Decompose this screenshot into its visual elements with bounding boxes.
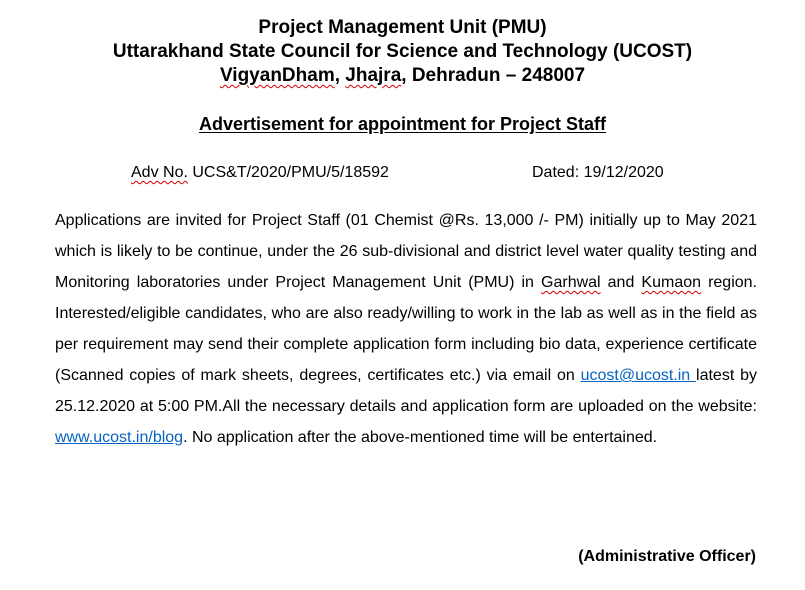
letter-header: [0, 16, 805, 88]
website-link[interactable]: www.ucost.in/blog: [55, 429, 184, 446]
advertisement-date: Dated: 19/12/2020: [532, 164, 664, 181]
header-council-name: Uttarakhand State Council for Science and Technology (UCOST): [112, 41, 693, 62]
adv-no-prefix: Adv No.: [131, 164, 188, 181]
header-address: [0, 64, 805, 88]
signature-administrative-officer: (Administrative Officer): [578, 548, 756, 565]
address-separator: ,: [334, 65, 346, 86]
address-city-pin: , Dehradun – 248007: [401, 65, 586, 86]
body-part-1: Applications are invited for Project Staff (01 Chemist @Rs. 13,000 /- PM) initially up to May 2021 which is likely to be continue, under the 26 sub-divisional and district level water quality testing and Monitoring laboratories under Project Management Unit (PMU) in: [55, 212, 757, 291]
advertisement-body: [55, 205, 757, 453]
body-kumaon: Kumaon: [641, 274, 702, 291]
address-vigyandham: VigyanDham: [219, 65, 335, 86]
advertisement-number: [131, 164, 389, 182]
header-unit-name: Project Management Unit (PMU): [258, 17, 547, 38]
address-jhajra: Jhajra: [345, 65, 402, 86]
advertisement-title: Advertisement for appointment for Project Staff: [198, 114, 607, 134]
adv-no-value: UCS&T/2020/PMU/5/18592: [187, 164, 389, 181]
body-part-3: region. Interested/eligible candidates, who are also ready/willing to work in the lab as well as in the field as per requirement may send their complete application form including bio data, experience certificate (Scanned copies of mark sheets, degrees, certificates etc.) via email on: [55, 274, 757, 384]
body-part-5: . No application after the above-mentioned time will be entertained.: [183, 429, 658, 446]
body-part-4: latest by 25.12.2020 at 5:00 PM.All the necessary details and application form are uploaded on the website:: [55, 367, 757, 415]
email-link[interactable]: ucost@ucost.in: [580, 367, 697, 384]
body-part-2: and: [600, 274, 642, 291]
body-garhwal: Garhwal: [541, 274, 601, 291]
